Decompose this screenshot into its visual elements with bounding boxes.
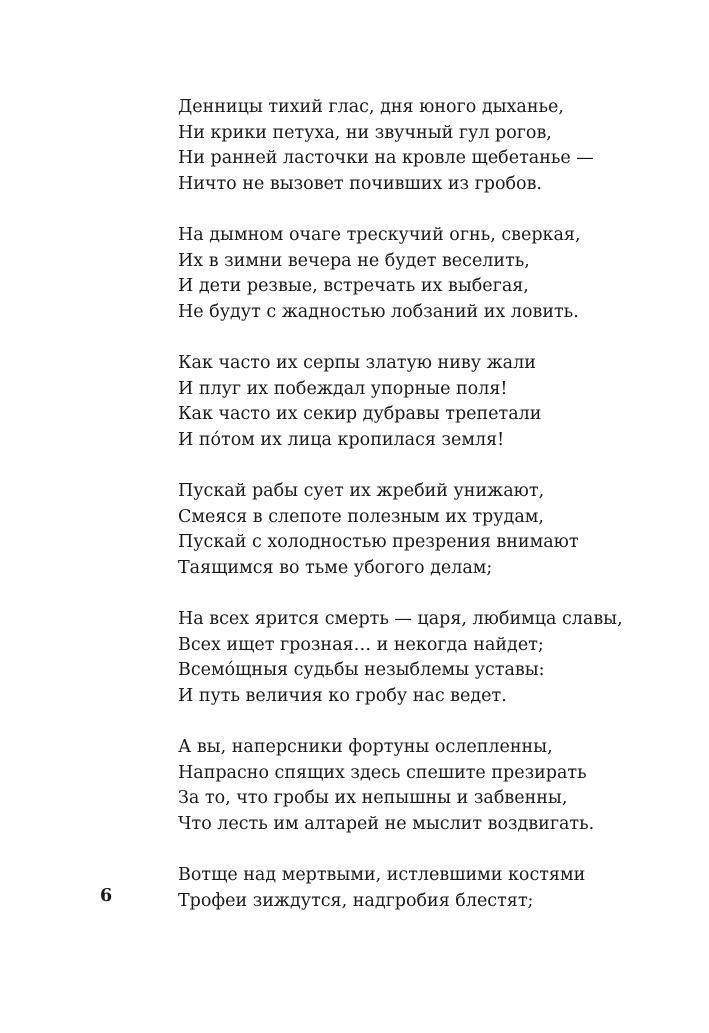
stanza-4 bbox=[178, 479, 698, 581]
poem-line: Вотще над мертвыми, истлевшими костями bbox=[178, 865, 586, 885]
poem-line: Их в зимни вечера не будет веселить, bbox=[178, 250, 530, 271]
poem-line: Всемóщныя судьбы незыблемы уставы: bbox=[178, 660, 545, 680]
stanza-5 bbox=[178, 607, 698, 709]
stanza-2 bbox=[178, 223, 698, 325]
poem-line: На всех ярится смерть — царя, любимца славы, bbox=[178, 609, 623, 629]
poem-line: Ничто не вызовет почивших из гробов. bbox=[178, 173, 542, 194]
poem-text bbox=[178, 95, 698, 940]
poem-line: Смеяся в слепоте полезным их трудам, bbox=[178, 506, 544, 527]
poem-line: И пóтом их лица кропилася земля! bbox=[178, 429, 505, 450]
poem-line: Всех ищет грозная… и некогда найдет; bbox=[178, 634, 544, 655]
poem-line: Пускай рабы сует их жребий унижают, bbox=[178, 481, 545, 501]
poem-line: И путь величия ко гробу нас ведет. bbox=[178, 685, 507, 706]
poem-line: Таящимся во тьме убогого делам; bbox=[178, 557, 493, 578]
stanza-6 bbox=[178, 735, 698, 837]
poem-line: Ни крики петуха, ни звучный гул рогов, bbox=[178, 122, 552, 143]
stanza-3 bbox=[178, 351, 698, 453]
poem-line: И дети резвые, встречать их выбегая, bbox=[178, 276, 529, 296]
poem-line: Денницы тихий глас, дня юного дыханье, bbox=[178, 97, 564, 117]
page-number: 6 bbox=[100, 886, 113, 906]
poem-line: За то, что гробы их непышны и забвенны, bbox=[178, 788, 568, 808]
poem-line: И плуг их побеждал упорные поля! bbox=[178, 378, 508, 399]
poem-line: Не будут с жадностью лобзаний их ловить. bbox=[178, 301, 579, 322]
poem-line: На дымном очаге трескучий огнь, сверкая, bbox=[178, 225, 581, 245]
poem-line: Что лесть им алтарей не мыслит воздвигать. bbox=[178, 813, 595, 834]
poem-line: Ни ранней ласточки на кровле щебетанье — bbox=[178, 148, 594, 168]
stanza-7 bbox=[178, 863, 698, 914]
poem-line: Трофеи зиждутся, надгробия блестят; bbox=[178, 890, 534, 911]
poem-line: Напрасно спящих здесь спешите презирать bbox=[178, 762, 587, 783]
stanza-1 bbox=[178, 95, 698, 197]
poem-line: Пускай с холодностью презрения внимают bbox=[178, 532, 579, 552]
poem-line: Как часто их серпы златую ниву жали bbox=[178, 353, 536, 373]
poem-line: Как часто их секир дубравы трепетали bbox=[178, 404, 542, 424]
poem-line: А вы, наперсники фортуны ослепленны, bbox=[178, 737, 553, 757]
